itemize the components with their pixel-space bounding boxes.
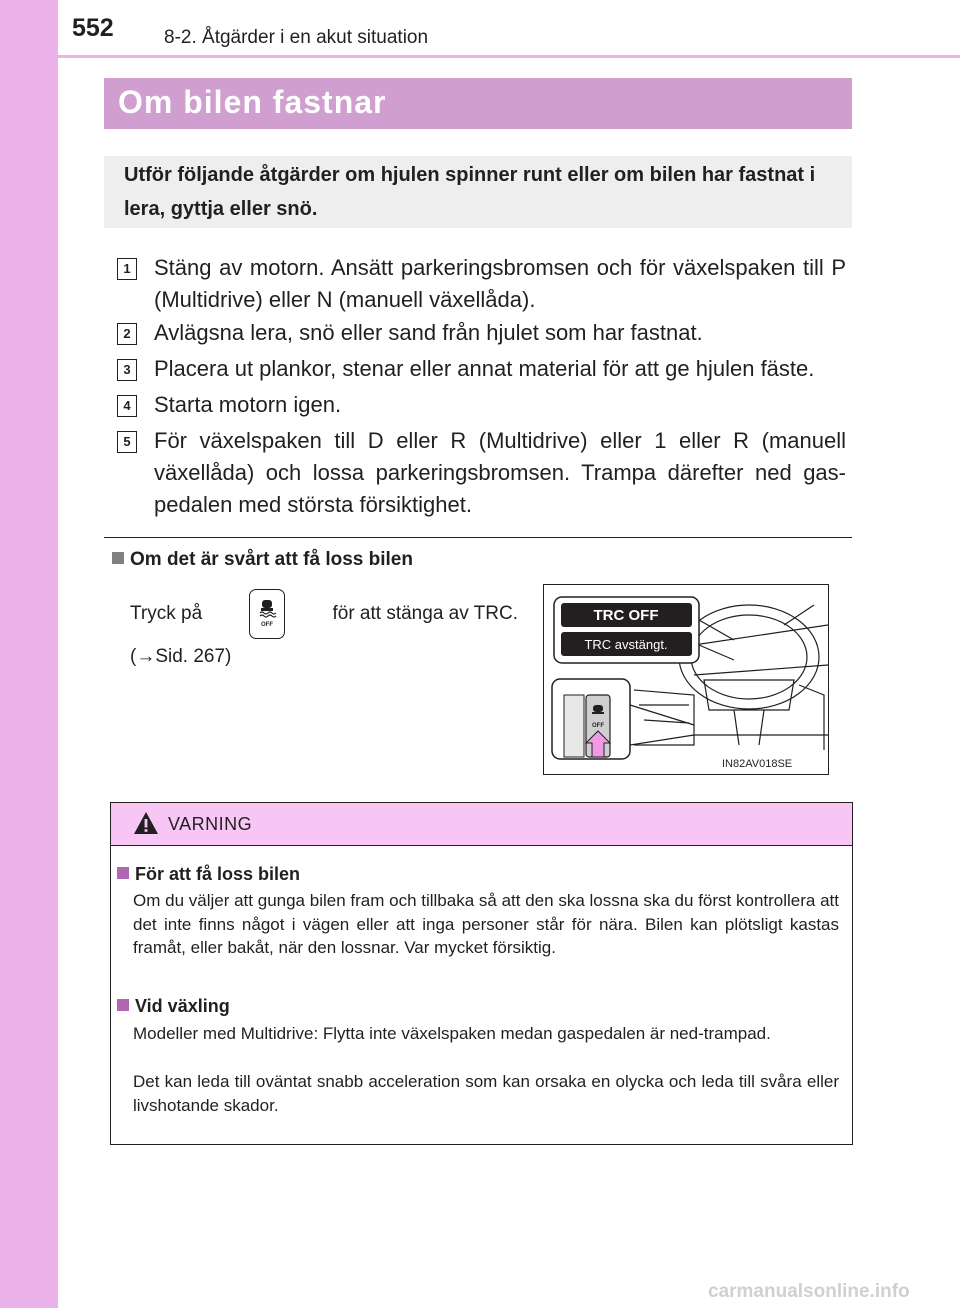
side-thumb-band — [0, 0, 58, 1308]
step-text: För växelspaken till D eller R (Multidrive) eller 1 eller R (manuell växellåda) och lossa parkeringsbromsen. Trampa därefter ned gas-pedalen med största försiktighet. — [154, 428, 846, 517]
press-prefix: Tryck på — [130, 603, 203, 624]
step-number: 3 — [117, 359, 137, 381]
step-text: Placera ut plankor, stenar eller annat material för att ge hjulen fäste. — [154, 356, 815, 381]
square-bullet-icon — [117, 999, 129, 1011]
warning-subheading-text: För att få loss bilen — [135, 864, 301, 884]
title-bar — [104, 78, 852, 129]
step-number: 4 — [117, 395, 137, 417]
step-number: 5 — [117, 431, 137, 453]
warning-text: Det kan leda till oväntat snabb acceleration som kan orsaka en olycka och leda till svåra eller livshotande skador. — [133, 1072, 839, 1115]
warning-triangle-icon — [133, 811, 159, 835]
intro-box — [104, 156, 852, 228]
step-text: Stäng av motorn. Ansätt parkeringsbromsen och för växelspaken till P (Multidrive) eller N (manuell växellåda). — [154, 255, 846, 312]
figure-code: IN82AV018SE — [722, 758, 793, 770]
subsection-heading — [112, 549, 413, 571]
watermark: carmanualsonline.info — [708, 1281, 910, 1302]
display-label-trc-avstangt: TRC avstängt. — [584, 637, 668, 652]
warning-header — [111, 803, 852, 846]
warning-title: VARNING — [168, 814, 253, 834]
page-title: Om bilen fastnar — [118, 84, 387, 120]
step-text: Starta motorn igen. — [154, 392, 342, 417]
display-label-trc-off: TRC OFF — [593, 607, 659, 624]
warning-text: Om du väljer att gunga bilen fram och tillbaka så att den ska lossna ska du först kontrollera att det inte finns något i vägen eller att inga personer står för nära. Bilen kan plötsligt kastas framåt, eller bakåt, när den lossnar. Var mycket försiktig. — [133, 891, 839, 957]
page-reference: (→Sid. 267) — [130, 646, 232, 667]
intro-text: Utför följande åtgärder om hjulen spinner runt eller om bilen har fastnat i lera, gyttja eller snö. — [124, 164, 816, 220]
trc-off-switch-icon — [249, 589, 285, 639]
button-label-off: OFF — [592, 723, 604, 729]
step-number: 1 — [117, 258, 137, 280]
subsection-heading-text: Om det är svårt att få loss bilen — [130, 549, 413, 570]
trc-icon-label: OFF — [261, 622, 274, 628]
warning-subheading — [117, 996, 230, 1017]
press-suffix: för att stänga av TRC. — [332, 603, 518, 624]
square-bullet-icon — [117, 867, 129, 879]
warning-subheading-text: Vid växling — [135, 996, 230, 1016]
warning-text: Modeller med Multidrive: Flytta inte växelspaken medan gaspedalen är ned-trampad. — [133, 1024, 771, 1043]
step-number: 2 — [117, 323, 137, 345]
warning-subheading — [117, 864, 300, 885]
warning-box — [110, 802, 853, 1145]
dashboard-illustration — [543, 584, 829, 775]
step-text: Avlägsna lera, snö eller sand från hjulet som har fastnat. — [154, 320, 703, 345]
page-number: 552 — [72, 14, 114, 42]
section-label: 8-2. Åtgärder i en akut situation — [164, 27, 429, 48]
section-divider — [104, 537, 852, 538]
square-bullet-icon — [112, 552, 124, 564]
trc-instruction — [130, 588, 518, 674]
